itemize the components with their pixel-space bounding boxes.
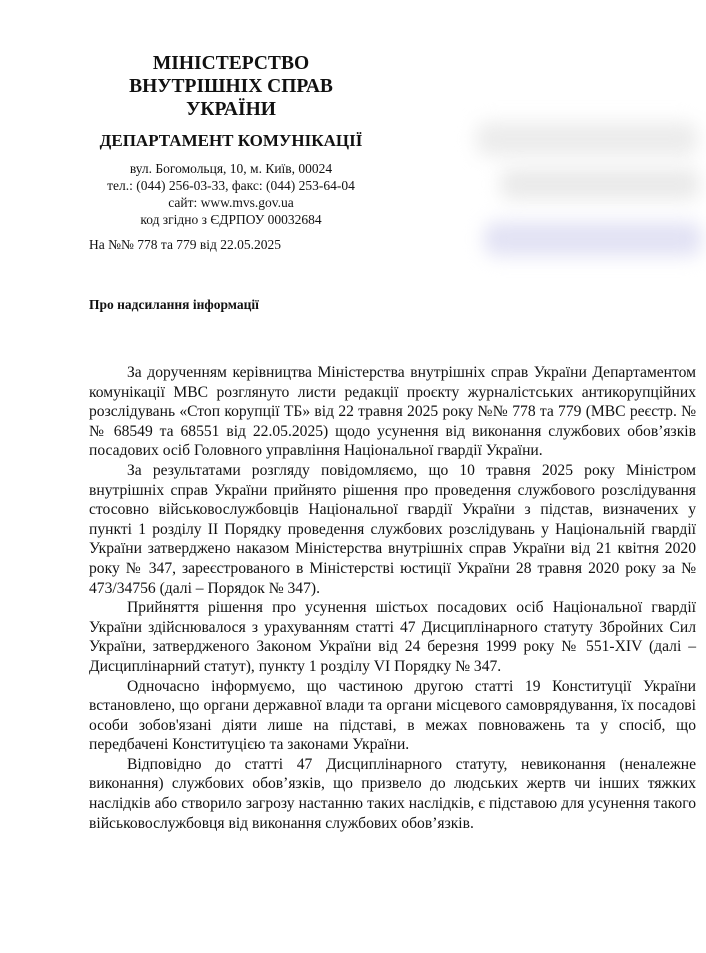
ministry-line: МІНІСТЕРСТВО	[152, 53, 310, 74]
edrpou-code: код згідно з ЄДРПОУ 00032684	[140, 212, 322, 227]
body-paragraph: За результатами розгляду повідомляємо, що 10 травня 2025 року Міністром внутрішніх справ України прийнято рішення про проведення службового розслідування стосовно військовослужбовців Національної гвардії України з підстав, визначених у пункті 1 розділу II Порядку проведення службових розслідувань у Національній гвардії України затверджено наказом Міністерства внутрішніх справ України від 21 квітня 2020 року № 347, зареєстрованого в Міністерстві юстиції України 28 травня 2020 року за № 473/34756 (далі – Порядок № 347).	[89, 461, 696, 597]
redacted-recipient-line	[484, 222, 702, 256]
phones: тел.: (044) 256-03-33, факс: (044) 253-64-04	[107, 178, 355, 193]
contact-block	[88, 160, 374, 228]
department-name: ДЕПАРТАМЕНТ КОМУНІКАЦІЇ	[99, 131, 363, 150]
body-paragraph: Відповідно до статті 47 Дисциплінарного статуту, невиконання (неналежне виконання) службових обов’язків, що призвело до людських жертв чи інших тяжких наслідків або створило загрозу настанню таких наслідків, є підставою для усунення такого військовослужбовця від виконання службових обов’язків.	[89, 755, 696, 832]
body-paragraph: За дорученням керівництва Міністерства внутрішніх справ України Департаментом комунікації МВС розглянуто листи редакції проєкту журналістських антикорупційних розслідувань «Стоп корупції ТБ» від 22 травня 2025 року №№ 778 та 779 (МВС реєстр. №№ 68549 та 68551 від 22.05.2025) щодо усунення від виконання службових обов’язків посадових осіб Головного управління Національної гвардії України.	[89, 364, 696, 460]
redacted-recipient-line	[476, 122, 698, 156]
body-paragraph: Прийняття рішення про усунення шістьох посадових осіб Національної гвардії України здійснювалося з урахуванням статті 47 Дисциплінарного статуту Збройних Сил України, затвердженого Законом України від 24 березня 1999 року № 551-XIV (далі – Дисциплінарний статут), пункту 1 розділу VI Порядку № 347.	[89, 599, 696, 675]
ministry-name	[88, 52, 374, 121]
subject-line: Про надсилання інформації	[89, 297, 259, 312]
body-paragraph: Одночасно інформуємо, що частиною другою статті 19 Конституції України встановлено, що органи державної влади та органи місцевого самоврядування, їх посадові особи зобов'язані діяти лише на підставі, в межах повноважень та у спосіб, що передбачені Конституцією та законами України.	[89, 677, 696, 754]
ministry-line: УКРАЇНИ	[186, 99, 276, 120]
redacted-recipient-line	[500, 168, 700, 200]
address: вул. Богомольця, 10, м. Київ, 00024	[129, 161, 333, 176]
letter-body	[89, 363, 696, 833]
reference-line: На №№ 778 та 779 від 22.05.2025	[89, 237, 282, 252]
ministry-line: ВНУТРІШНІХ СПРАВ	[129, 76, 333, 97]
website: сайт: www.mvs.gov.ua	[168, 195, 294, 210]
